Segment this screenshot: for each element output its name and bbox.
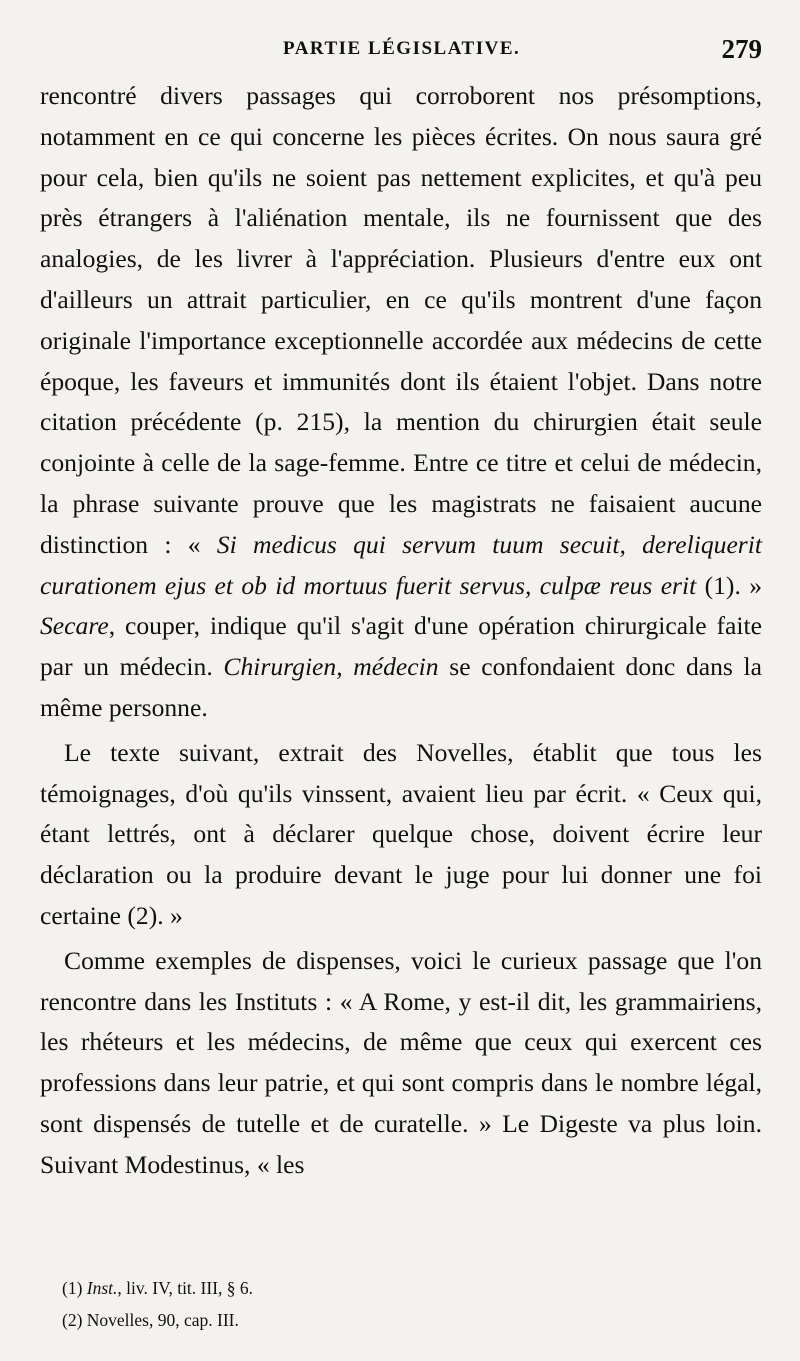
word-secare: Secare [40,611,109,641]
chirurgien-medecin: Chirurgien, médecin [223,652,439,682]
footnote-1-marker: (1) [62,1278,87,1298]
running-title: PARTIE LÉGISLATIVE. [283,38,521,59]
paragraph-1 [40,76,762,729]
paragraph-1-text: rencontré divers passages qui corroborent nos présomptions, notamment en ce qui concerne les pièces écrites. On nous saura gré pour cela, bien qu'ils ne soient pas nettement explicites, et qu'à peu près étrangers à l'aliénation mentale, ils ne fournissent que des analogies, de les livrer à l'appréciation. Plusieurs d'entre eux ont d'ailleurs un attrait particulier, en ce qu'ils montrent d'une façon originale l'importance exceptionnelle accordée aux médecins de cette époque, les faveurs et immunités dont ils étaient l'objet. Dans notre citation précédente (p. 215), la mention du chirurgien était seule conjointe à celle de la sage-femme. Entre ce titre et celui de médecin, la phrase suivante prouve que les magistrats ne faisaient aucune distinction : « [40,81,762,559]
footnote-2-text: Novelles, 90, cap. III. [86,1310,239,1330]
footnote-2 [62,1304,762,1336]
footnote-1-rest: , liv. IV, tit. III, § 6. [117,1278,254,1298]
footnote-1 [62,1272,762,1304]
paragraph-3: Comme exemples de dispenses, voici le curieux passage que l'on rencontre dans les Instituts : « A Rome, y est-il dit, les grammairiens, les rhéteurs et les médecins, de même que ceux qui exercent ces professions dans leur patrie, et qui sont compris dans le nombre légal, sont dispensés de tutelle et de curatelle. » Le Digeste va plus loin. Suivant Modestinus, « les [40,945,762,1179]
paragraph-1-mid2: , couper, indique qu'il s'agit d'une opération chirurgicale faite par un médecin. [40,611,762,682]
footnote-2-marker: (2) [62,1310,87,1330]
page-number: 279 [721,34,762,64]
paragraph-2: Le texte suivant, extrait des Novelles, établit que tous les témoignages, d'où qu'ils vinssent, avaient lieu par écrit. « Ceux qui, étant lettrés, ont à déclarer quelque chose, doivent écrire leur déclaration ou la produire devant le juge pour lui donner une foi certaine (2). » [40,737,762,930]
paragraph-1-end: se confondaient donc dans la même personne. [40,652,763,722]
latin-quote: Si medicus qui servum tuum secuit, dereliquerit curationem ejus et ob id mortuus fuerit servus, culpæ reus erit [40,529,762,600]
footnotes [62,1272,762,1336]
body-text [40,76,762,1186]
page-header [0,34,800,74]
footnote-1-source: Inst. [86,1278,118,1298]
paragraph-1-mid: (1). » [696,570,762,600]
